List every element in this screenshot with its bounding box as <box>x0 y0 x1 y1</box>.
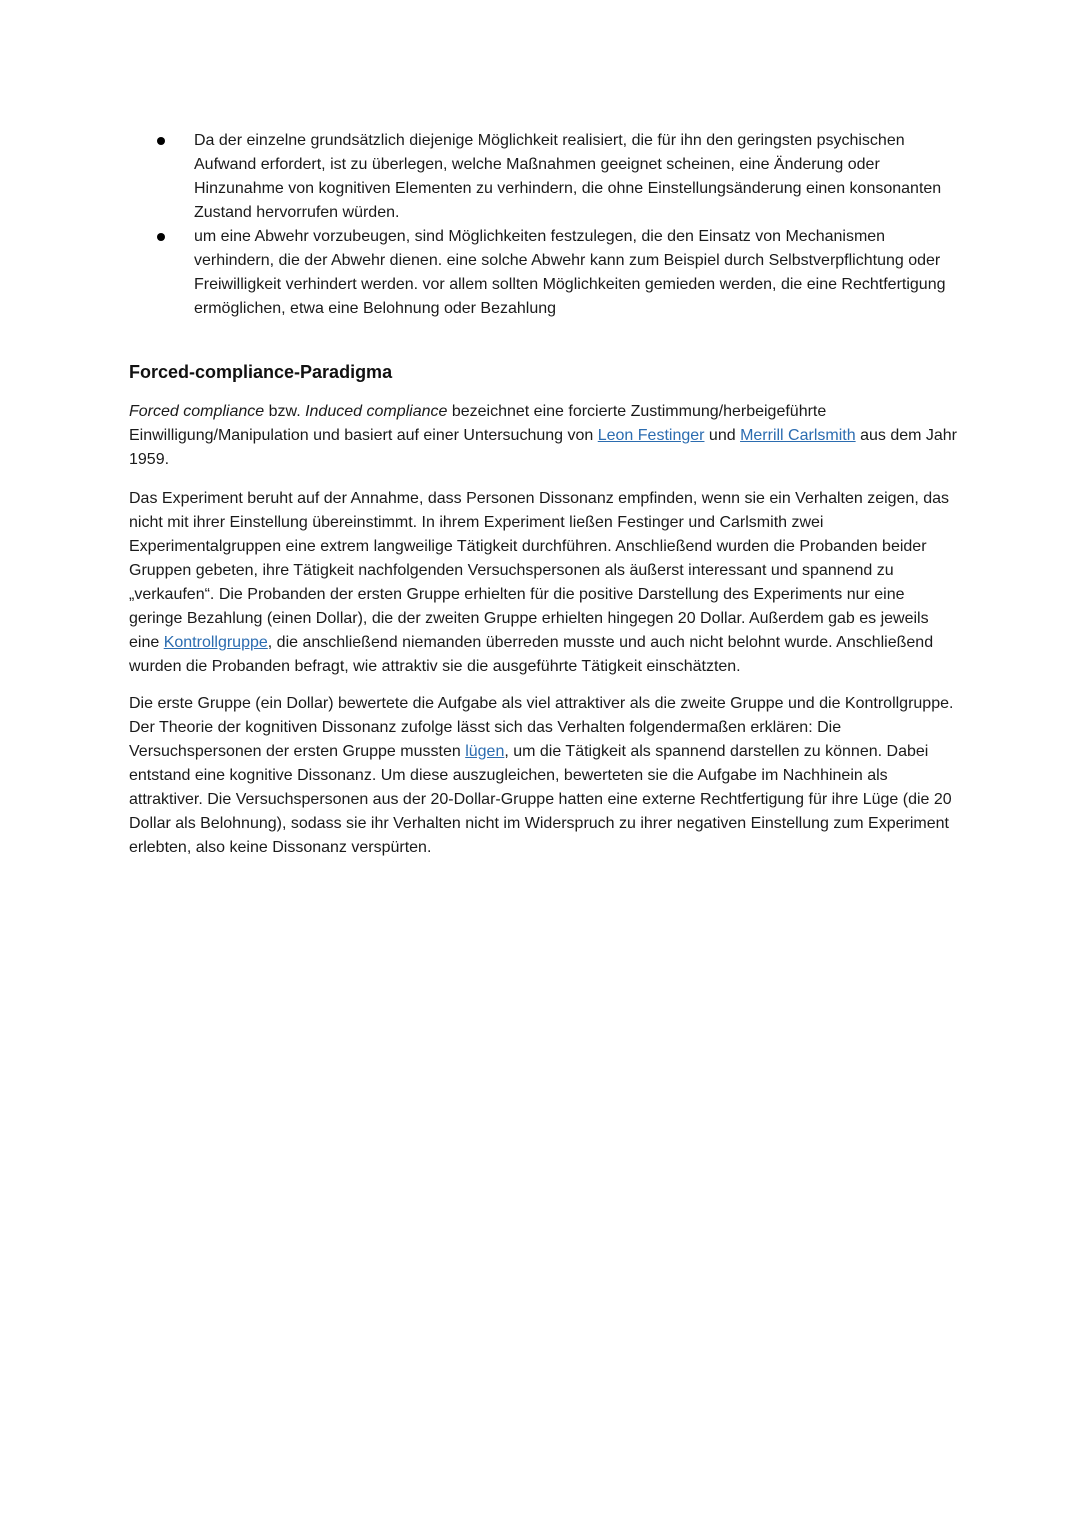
section-heading: Forced-compliance-Paradigma <box>129 362 393 382</box>
paragraph-experiment <box>129 487 959 679</box>
term-induced-compliance: Induced compliance <box>305 403 448 420</box>
bullet-text: Da der einzelne grundsätzlich diejenige Möglichkeit realisiert, die für ihn den geringsten psychischen Aufwand erfordert, ist zu überlegen, welche Maßnahmen geeignet scheinen, eine Änderung oder Hinzunahme von kognitiven Elementen zu verhindern, die ohne Einstellungsänderung einen konsonanten Zustand hervorrufen würden. <box>194 132 942 221</box>
paragraph-definition <box>129 400 959 472</box>
term-forced-compliance: Forced compliance <box>129 403 265 420</box>
list-item <box>129 129 959 225</box>
link-kontrollgruppe[interactable]: Kontrollgruppe <box>163 634 268 651</box>
bullet-icon <box>157 233 165 241</box>
paragraph-text: Das Experiment beruht auf der Annahme, dass Personen Dissonanz empfinden, wenn sie ein Verhalten zeigen, das nicht mit ihrer Einstellung übereinstimmt. In ihrem Experiment ließen Festinger und Carlsmith zwei Experimentalgruppen eine extrem langweilige Tätigkeit durchführen. Anschließend wurden die Probanden beider Gruppen gebeten, ihre Tätigkeit nachfolgenden Versuchspersonen als äußerst interessant und spannend zu „verkaufen“. Die Probanden der ersten Gruppe erhielten für die positive Darstellung des Experiments nur eine geringe Bezahlung (einen Dollar), die der zweiten Gruppe erhielten hingegen 20 Dollar. Außerdem gab es jeweils eine <box>129 490 950 651</box>
paragraph-text: und <box>704 427 741 444</box>
paragraph-text: aus dem Jahr 1959. <box>129 427 958 468</box>
bullet-list <box>129 129 959 321</box>
link-leon-festinger[interactable]: Leon Festinger <box>597 427 705 444</box>
bullet-text: um eine Abwehr vorzubeugen, sind Möglichkeiten festzulegen, die den Einsatz von Mechanismen verhindern, die der Abwehr dienen. eine solche Abwehr kann zum Beispiel durch Selbstverpflichtung oder Freiwilligkeit verhindert werden. vor allem sollten Möglichkeiten gemieden werden, die eine Rechtfertigung ermöglichen, etwa eine Belohnung oder Bezahlung <box>194 228 946 317</box>
paragraph-text: bezeichnet eine forcierte Zustimmung/herbeigeführte Einwilligung/Manipulation und basiert auf einer Untersuchung von <box>129 403 827 444</box>
paragraph-text: , um die Tätigkeit als spannend darstellen zu können. Dabei entstand eine kognitive Dissonanz. Um diese auszugleichen, bewerteten sie die Aufgabe im Nachhinein als attraktiver. Die Versuchspersonen aus der 20-Dollar-Gruppe hatten eine externe Rechtfertigung für ihre Lüge (die 20 Dollar als Belohnung), sodass sie ihr Verhalten nicht im Widerspruch zu ihrer negativen Einstellung zum Experiment erlebten, also keine Dissonanz verspürten. <box>129 743 952 856</box>
list-item <box>129 225 959 321</box>
paragraph-text: , die anschließend niemanden überreden musste und auch nicht belohnt wurde. Anschließend wurden die Probanden befragt, wie attraktiv sie die ausgeführte Tätigkeit einschätzten. <box>129 634 934 675</box>
paragraph-text: Die erste Gruppe (ein Dollar) bewertete die Aufgabe als viel attraktiver als die zweite Gruppe und die Kontrollgruppe. Der Theorie der kognitiven Dissonanz zufolge lässt sich das Verhalten folgendermaßen erklären: Die Versuchspersonen der ersten Gruppe mussten <box>129 695 954 760</box>
paragraph-results <box>129 692 959 860</box>
link-luegen[interactable]: lügen <box>465 743 505 760</box>
paragraph-text: bzw. <box>264 403 306 420</box>
link-merrill-carlsmith[interactable]: Merrill Carlsmith <box>740 427 856 444</box>
bullet-icon <box>157 137 165 145</box>
